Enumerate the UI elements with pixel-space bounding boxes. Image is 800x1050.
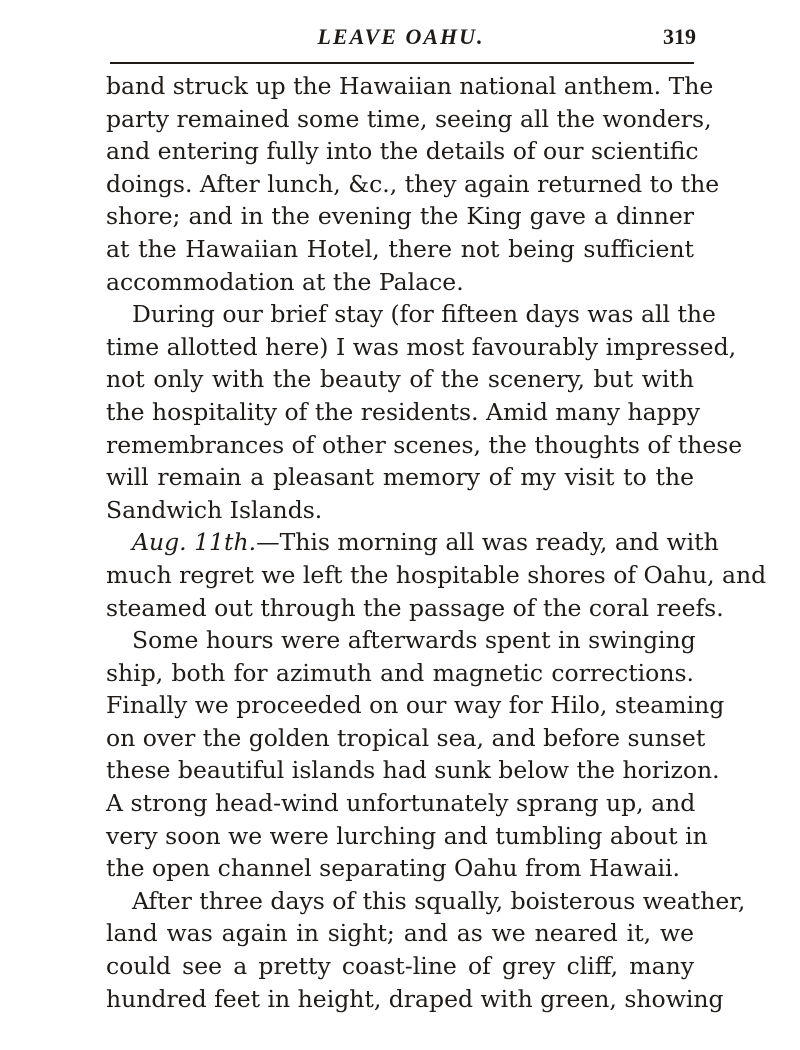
text-line: shore; and in the evening the King gave a dinner [106, 202, 694, 231]
text-line: doings. After lunch, &c., they again returned to the [106, 169, 720, 198]
paragraph-3 [106, 526, 767, 624]
text-line: ship, both for azimuth and magnetic corrections. [106, 658, 694, 687]
text-line: will remain a pleasant memory of my visit to the [106, 463, 694, 492]
text-line: party remained some time, seeing all the wonders, [106, 104, 712, 133]
date-day: 11th. [194, 528, 257, 557]
text-line: Some hours were afterwards spent in swinging [132, 626, 696, 655]
text-line: time allotted here) I was most favourably impressed, [106, 332, 737, 361]
running-title: LEAVE OAHU. [317, 24, 485, 49]
body-text [106, 70, 767, 1015]
text-line: the open channel separating Oahu from Hawaii. [106, 854, 680, 883]
text-line: accommodation at the Palace. [106, 267, 464, 296]
text-line: much regret we left the hospitable shores of Oahu, and [106, 560, 767, 589]
paragraph-2 [106, 298, 743, 526]
text-line: these beautiful islands had sunk below the horizon. [106, 756, 720, 785]
text-line [106, 526, 719, 559]
paragraph-1 [106, 70, 720, 298]
text-line: steamed out through the passage of the coral reefs. [106, 593, 724, 622]
text-line: During our brief stay (for fifteen days was all the [132, 300, 716, 329]
header-rule [110, 62, 694, 64]
date-month: Aug. [132, 528, 187, 557]
page-number: 319 [663, 24, 696, 49]
text-line: could see a pretty coast-line of grey cliff, many [106, 952, 694, 981]
text-line: Finally we proceeded on our way for Hilo, steaming [106, 691, 725, 720]
text-line: the hospitality of the residents. Amid many happy [106, 397, 701, 426]
text-line: band struck up the Hawaiian national anthem. The [106, 72, 714, 100]
text-line: at the Hawaiian Hotel, there not being sufficient [106, 234, 694, 263]
text-line: Sandwich Islands. [106, 495, 323, 524]
text-line-rest: —This morning all was ready, and with [256, 528, 719, 557]
text-line: on over the golden tropical sea, and before sunset [106, 723, 706, 752]
running-head [106, 24, 696, 54]
text-line: After three days of this squally, boisterous weather, [132, 886, 746, 915]
paragraph-4 [106, 624, 725, 885]
text-line: hundred feet in height, draped with green, showing [106, 984, 724, 1013]
text-line: A strong head-wind unfortunately sprang up, and [106, 789, 696, 818]
text-line: and entering fully into the details of our scientific [106, 137, 699, 166]
paragraph-5 [106, 885, 746, 1015]
text-line: not only with the beauty of the scenery, but with [106, 365, 694, 394]
text-line: very soon we were lurching and tumbling about in [106, 821, 708, 850]
text-line: land was again in sight; and as we neared it, we [106, 919, 694, 948]
text-line: remembrances of other scenes, the thoughts of these [106, 430, 743, 459]
